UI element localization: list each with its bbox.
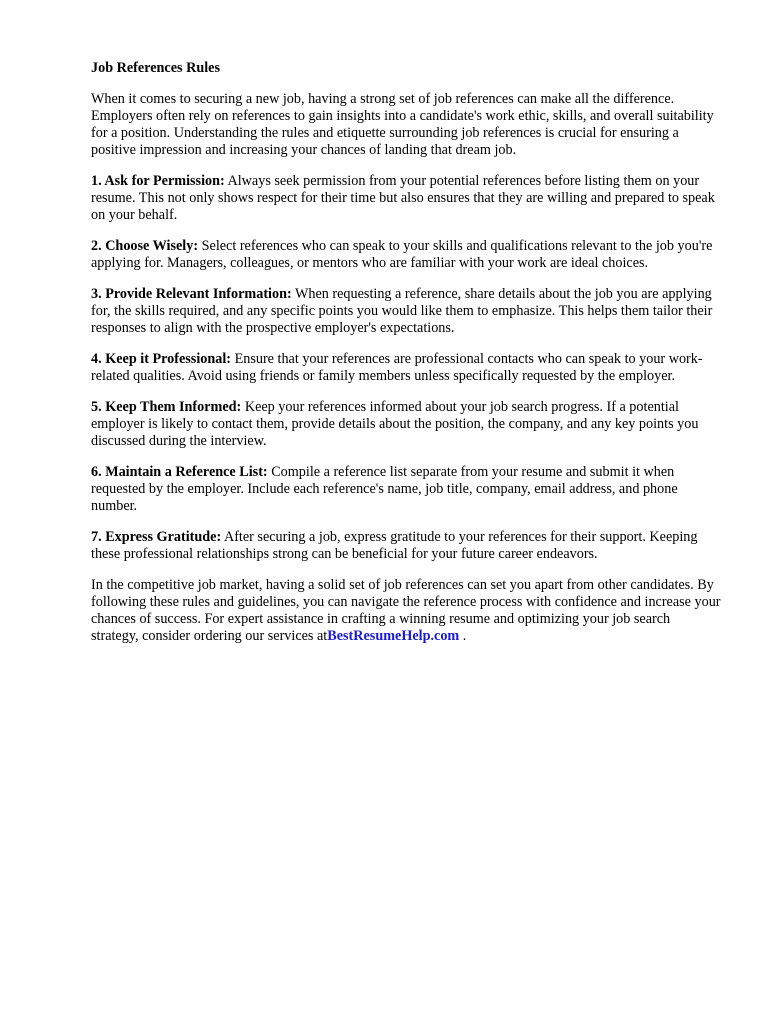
rule-5: [91, 399, 721, 450]
rule-7-heading: 7. Express Gratitude:: [91, 529, 222, 545]
rule-2-heading: 2. Choose Wisely:: [91, 238, 199, 254]
rule-2-text: Select references who can speak to your skills and qualifications relevant to the job you're applying for. Managers, colleagues, or mentors who are familiar with your work are ideal choices.: [91, 238, 713, 271]
rule-3-heading: 3. Provide Relevant Information:: [91, 286, 292, 302]
rule-2: [91, 238, 721, 272]
rule-6: [91, 464, 721, 515]
closing-text: In the competitive job market, having a solid set of job references can set you apart from other candidates. By following these rules and guidelines, you can navigate the reference process with confidence and increase your chances of success. For expert assistance in crafting a winning resume and optimizing your job search strategy, consider ordering our services at: [91, 577, 721, 644]
document-title: Job References Rules: [91, 60, 220, 76]
rule-4: [91, 351, 721, 385]
rule-1-heading: 1. Ask for Permission:: [91, 173, 225, 189]
rule-5-heading: 5. Keep Them Informed:: [91, 399, 242, 415]
closing-paragraph: [91, 577, 721, 645]
rule-7-text: After securing a job, express gratitude to your references for their support. Keeping these professional relationships strong can be beneficial for your future career endeavors.: [91, 529, 698, 562]
rule-4-heading: 4. Keep it Professional:: [91, 351, 232, 367]
intro-paragraph: When it comes to securing a new job, having a strong set of job references can make all the difference. Employers often rely on references to gain insights into a candidate's work ethic, skills, and overall suitability for a position. Understanding the rules and etiquette surrounding job references is crucial for ensuring a positive impression and increasing your chances of landing that dream job.: [91, 91, 714, 158]
rule-5-text: Keep your references informed about your job search progress. If a potential employer is likely to contact them, provide details about the position, the company, and any key points you discussed during the interview.: [91, 399, 699, 449]
rule-4-text: Ensure that your references are professional contacts who can speak to your work-related qualities. Avoid using friends or family members unless specifically requested by the employer.: [91, 351, 703, 384]
rule-6-text: Compile a reference list separate from your resume and submit it when requested by the employer. Include each reference's name, job title, company, email address, and phone number.: [91, 464, 678, 514]
document-page: [91, 60, 721, 659]
rule-6-heading: 6. Maintain a Reference List:: [91, 464, 268, 480]
rule-3: [91, 286, 721, 337]
website-link[interactable]: BestResumeHelp.com: [327, 628, 460, 644]
rule-3-text: When requesting a reference, share details about the job you are applying for, the skills required, and any specific points you would like them to emphasize. This helps them tailor their responses to align with the prospective employer's expectations.: [91, 286, 713, 336]
rule-7: [91, 529, 721, 563]
rule-1-text: Always seek permission from your potential references before listing them on your resume. This not only shows respect for their time but also ensures that they are willing and prepared to speak on your behalf.: [91, 173, 715, 223]
closing-trailing: .: [459, 628, 467, 644]
rule-1: [91, 173, 721, 224]
